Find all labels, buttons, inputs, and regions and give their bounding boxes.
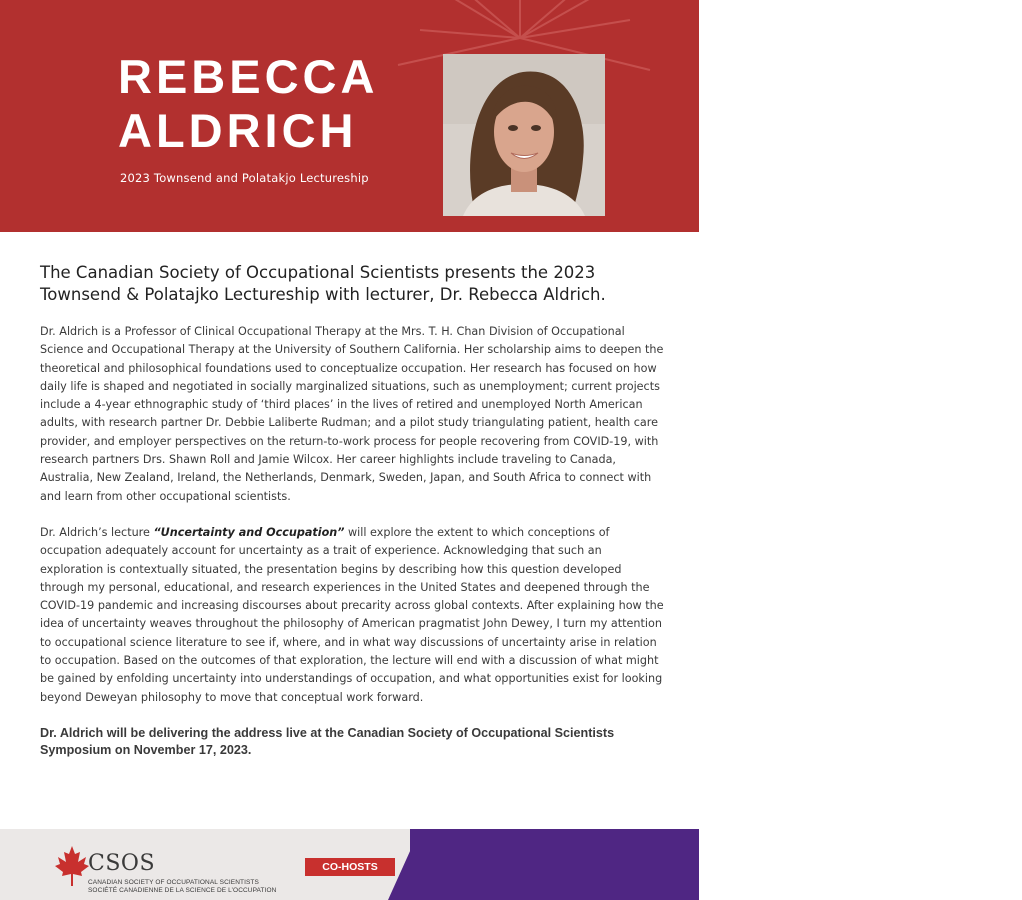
csos-name-english: CANADIAN SOCIETY OF OCCUPATIONAL SCIENTISTS [88, 879, 259, 886]
csos-name-french: SOCIÉTÉ CANADIENNE DE LA SCIENCE DE L’OCCUPATION [88, 887, 277, 894]
maple-leaf-icon [54, 844, 90, 888]
lecture-paragraph-prefix: Dr. Aldrich’s lecture [40, 525, 154, 539]
main-content [40, 262, 664, 772]
header-banner [0, 0, 699, 232]
csos-logo-text: CSOS [88, 851, 156, 876]
western-crest-icon [994, 849, 1022, 881]
cohosts-badge: CO-HOSTS [305, 858, 395, 876]
lecture-paragraph [40, 524, 664, 707]
speaker-photo [443, 54, 605, 216]
speaker-last-name: ALDRICH [118, 104, 358, 157]
lead-heading: The Canadian Society of Occupational Scientists presents the 2023 Townsend & Polatajko Lectureship with lecturer, Dr. Rebecca Aldrich. [40, 263, 606, 304]
western-panel [410, 829, 960, 900]
biography-paragraph: Dr. Aldrich is a Professor of Clinical Occupational Therapy at the Mrs. T. H. Chan Division of Occupational Science and Occupational Therapy at the University of Southern California. Her scholarship aims to deepen the theoretical and philosophical foundations used to conceptualize occupation. Her research has focused on how daily life is shaped and negotiated in socially marginalized situations, such as unemployment; current projects include a 4-year ethnographic study of ‘third places’ in the lives of retired and unemployed North American adults, with research partner Dr. Debbie Laliberte Rudman; and a pilot study triangulating patient, health care provider, and employer perspectives on the return-to-work process for people recovering from COVID-19, with research partners Drs. Shawn Roll and Jamie Wilcox. Her career highlights include traveling to Canada, Australia, New Zealand, Ireland, the Netherlands, Denmark, Sweden, Japan, and South Africa to connect with and learn from other occupational scientists. [40, 325, 664, 503]
portrait-image [443, 54, 605, 216]
symposium-announcement: Dr. Aldrich will be delivering the address live at the Canadian Society of Occupational Scientists Symposium on November 17, 2023. [40, 725, 615, 757]
western-wordmark: Western [857, 849, 960, 884]
lecture-paragraph-rest: will explore the extent to which conceptions of occupation adequately account for uncertainty as a trait of experience. Acknowledging that such an exploration is contextually situated, the presentation begins by describing how this question developed through my personal, educational, and research experiences in the United States and deepened through the COVID-19 pandemic and increasing discourses about precarity across global contexts. After explaining how the idea of uncertainty weaves throughout the philosophy of American pragmatist John Dewey, I turn my attention to occupational science literature to see if, where, and in what way discussions of uncertainty arise in relation to occupation. Based on the outcomes of that exploration, the lecture will end with a discussion of what might be gained by enfolding uncertainty into understandings of occupation, and what opportunities exist for looking beyond Deweyan philosophy to move that conceptual work forward. [40, 525, 664, 704]
lecture-title: “Uncertainty and Occupation” [153, 525, 345, 539]
lectureship-subtitle: 2023 Townsend and Polatakjo Lectureship [120, 171, 369, 185]
speaker-name [118, 50, 378, 158]
speaker-first-name: REBECCA [118, 50, 379, 103]
